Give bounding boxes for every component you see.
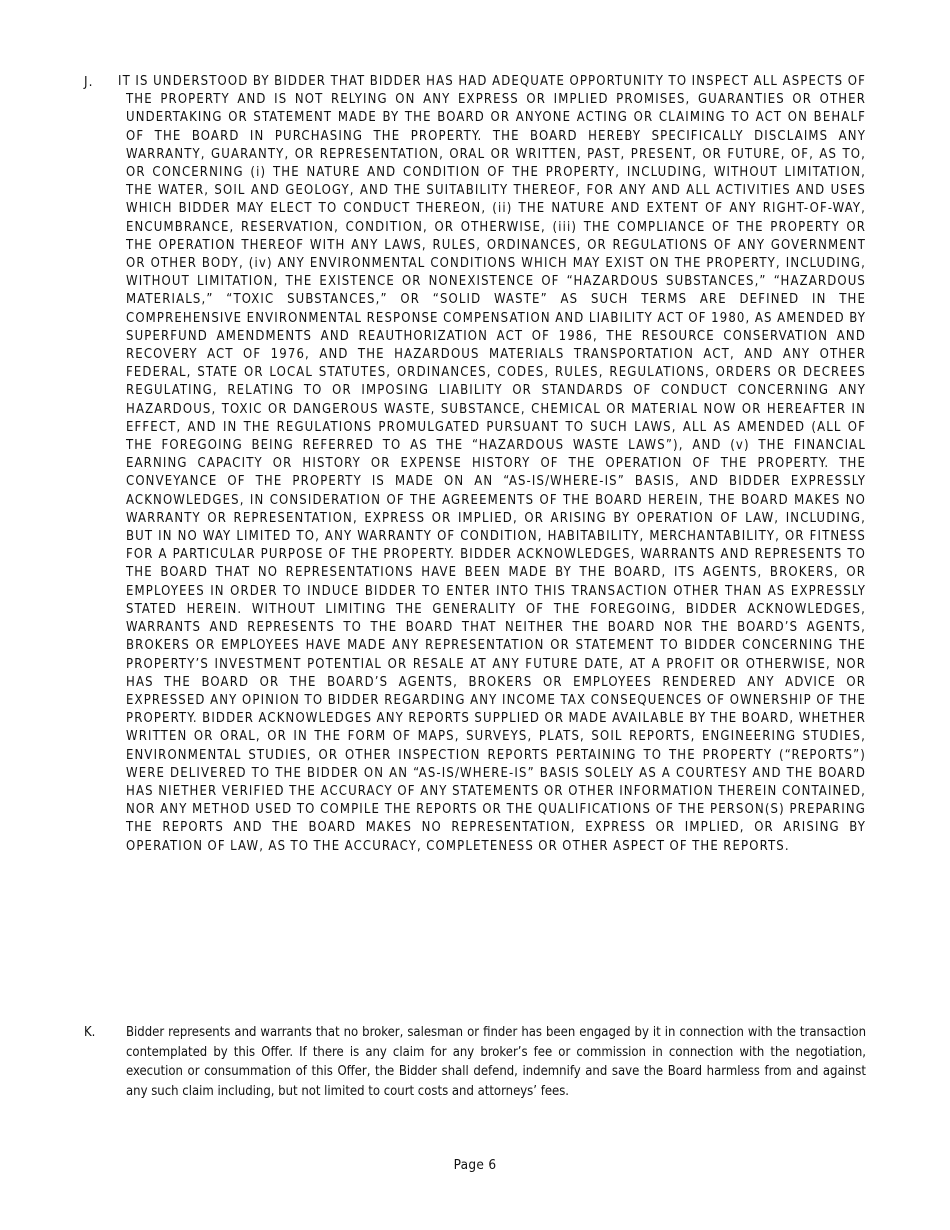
clause-text: Bidder represents and warrants that no broker, salesman or finder has been engaged by it in connection with the transaction contemplated by this Offer. If there is any claim for any broker’s fee or commission in connection with the negotiation, execution or consummation of this Offer, the Bidder shall defend, indemnify and save the Board harmless from and against any such claim including, but not limited to court costs and attorneys’ fees. [126, 1025, 866, 1099]
page-number: Page 6 [453, 1157, 497, 1173]
clause-k [84, 1023, 866, 1101]
clause-marker: J. [84, 74, 94, 90]
clause-marker: K. [84, 1025, 96, 1040]
clause-j [84, 73, 866, 856]
clause-text: IT IS UNDERSTOOD BY BIDDER THAT BIDDER HAS HAD ADEQUATE OPPORTUNITY TO INSPECT ALL ASPECTS OF THE PROPERTY AND IS NOT RELYING ON ANY EXPRESS OR IMPLIED PROMISES, GUARANTIES OR OTHER UNDERTAKING OR STATEMENT MADE BY THE BOARD OR ANYONE ACTING OR CLAIMING TO ACT ON BEHALF OF THE BOARD IN PURCHASING THE PROPERTY. THE BOARD HEREBY SPECIFICALLY DISCLAIMS ANY WARRANTY, GUARANTY, OR REPRESENTATION, ORAL OR WRITTEN, PAST, PRESENT, OR FUTURE, OF, AS TO, OR CONCERNING (i) THE NATURE AND CONDITION OF THE PROPERTY, INCLUDING, WITHOUT LIMITATION, THE WATER, SOIL AND GEOLOGY, AND THE SUITABILITY THEREOF, FOR ANY AND ALL ACTIVITIES AND USES WHICH BIDDER MAY ELECT TO CONDUCT THEREON, (ii) THE NATURE AND EXTENT OF ANY RIGHT-OF-WAY, ENCUMBRANCE, RESERVATION, CONDITION, OR OTHERWISE, (iii) THE COMPLIANCE OF THE PROPERTY OR THE OPERATION THEREOF WITH ANY LAWS, RULES, ORDINANCES, OR REGULATIONS OF ANY GOVERNMENT OR OTHER BODY, (iv) ANY ENVIRONMENTAL CONDITIONS WHICH MAY EXIST ON THE PROPERTY, INCLUDING, WITHOUT LIMITATION, THE EXISTENCE OR NONEXISTENCE OF “HAZARDOUS SUBSTANCES,” “HAZARDOUS MATERIALS,” “TOXIC SUBSTANCES,” OR “SOLID WASTE” AS SUCH TERMS ARE DEFINED IN THE COMPREHENSIVE ENVIRONMENTAL RESPONSE COMPENSATION AND LIABILITY ACT OF 1980, AS AMENDED BY SUPERFUND AMENDMENTS AND REAUTHORIZATION ACT OF 1986, THE RESOURCE CONSERVATION AND RECOVERY ACT OF 1976, AND THE HAZARDOUS MATERIALS TRANSPORTATION ACT, AND ANY OTHER FEDERAL, STATE OR LOCAL STATUTES, ORDINANCES, CODES, RULES, REGULATIONS, ORDERS OR DECREES REGULATING, RELATING TO OR IMPOSING LIABILITY OR STANDARDS OF CONDUCT CONCERNING ANY HAZARDOUS, TOXIC OR DANGEROUS WASTE, SUBSTANCE, CHEMICAL OR MATERIAL NOW OR HEREAFTER IN EFFECT, AND IN THE REGULATIONS PROMULGATED PURSUANT TO SUCH LAWS, ALL AS AMENDED (ALL OF THE FOREGOING BEING REFERRED TO AS THE “HAZARDOUS WASTE LAWS”), AND (v) THE FINANCIAL EARNING CAPACITY OR HISTORY OR EXPENSE HISTORY OF THE OPERATION OF THE PROPERTY. THE CONVEYANCE OF THE PROPERTY IS MADE ON AN “AS-IS/WHERE-IS” BASIS, AND BIDDER EXPRESSLY ACKNOWLEDGES, IN CONSIDERATION OF THE AGREEMENTS OF THE BOARD HEREIN, THE BOARD MAKES NO WARRANTY OR REPRESENTATION, EXPRESS OR IMPLIED, OR ARISING BY OPERATION OF LAW, INCLUDING, BUT IN NO WAY LIMITED TO, ANY WARRANTY OF CONDITION, HABITABILITY, MERCHANTABILITY, OR FITNESS FOR A PARTICULAR PURPOSE OF THE PROPERTY. BIDDER ACKNOWLEDGES, WARRANTS AND REPRESENTS TO THE BOARD THAT NO REPRESENTATIONS HAVE BEEN MADE BY THE BOARD, ITS AGENTS, BROKERS, OR EMPLOYEES IN ORDER TO INDUCE BIDDER TO ENTER INTO THIS TRANSACTION OTHER THAN AS EXPRESSLY STATED HEREIN. WITHOUT LIMITING THE GENERALITY OF THE FOREGOING, BIDDER ACKNOWLEDGES, WARRANTS AND REPRESENTS TO THE BOARD THAT NEITHER THE BOARD NOR THE BOARD’S AGENTS, BROKERS OR EMPLOYEES HAVE MADE ANY REPRESENTATION OR STATEMENT TO BIDDER CONCERNING THE PROPERTY’S INVESTMENT POTENTIAL OR RESALE AT ANY FUTURE DATE, AT A PROFIT OR OTHERWISE, NOR HAS THE BOARD OR THE BOARD’S AGENTS, BROKERS OR EMPLOYEES RENDERED ANY ADVICE OR EXPRESSED ANY OPINION TO BIDDER REGARDING ANY INCOME TAX CONSEQUENCES OF OWNERSHIP OF THE PROPERTY. BIDDER ACKNOWLEDGES ANY REPORTS SUPPLIED OR MADE AVAILABLE BY THE BOARD, WHETHER WRITTEN OR ORAL, OR IN THE FORM OF MAPS, SURVEYS, PLATS, SOIL REPORTS, ENGINEERING STUDIES, ENVIRONMENTAL STUDIES, OR OTHER INSPECTION REPORTS PERTAINING TO THE PROPERTY (“REPORTS”) WERE DELIVERED TO THE BIDDER ON AN “AS-IS/WHERE-IS” BASIS SOLELY AS A COURTESY AND THE BOARD HAS NIETHER VERIFIED THE ACCURACY OF ANY STATEMENTS OR OTHER INFORMATION THEREIN CONTAINED, NOR ANY METHOD USED TO COMPILE THE REPORTS OR THE QUALIFICATIONS OF THE PERSON(S) PREPARING THE REPORTS AND THE BOARD MAKES NO REPRESENTATION, EXPRESS OR IMPLIED, OR ARISING BY OPERATION OF LAW, AS TO THE ACCURACY, COMPLETENESS OR OTHER ASPECT OF THE REPORTS. [118, 74, 866, 854]
